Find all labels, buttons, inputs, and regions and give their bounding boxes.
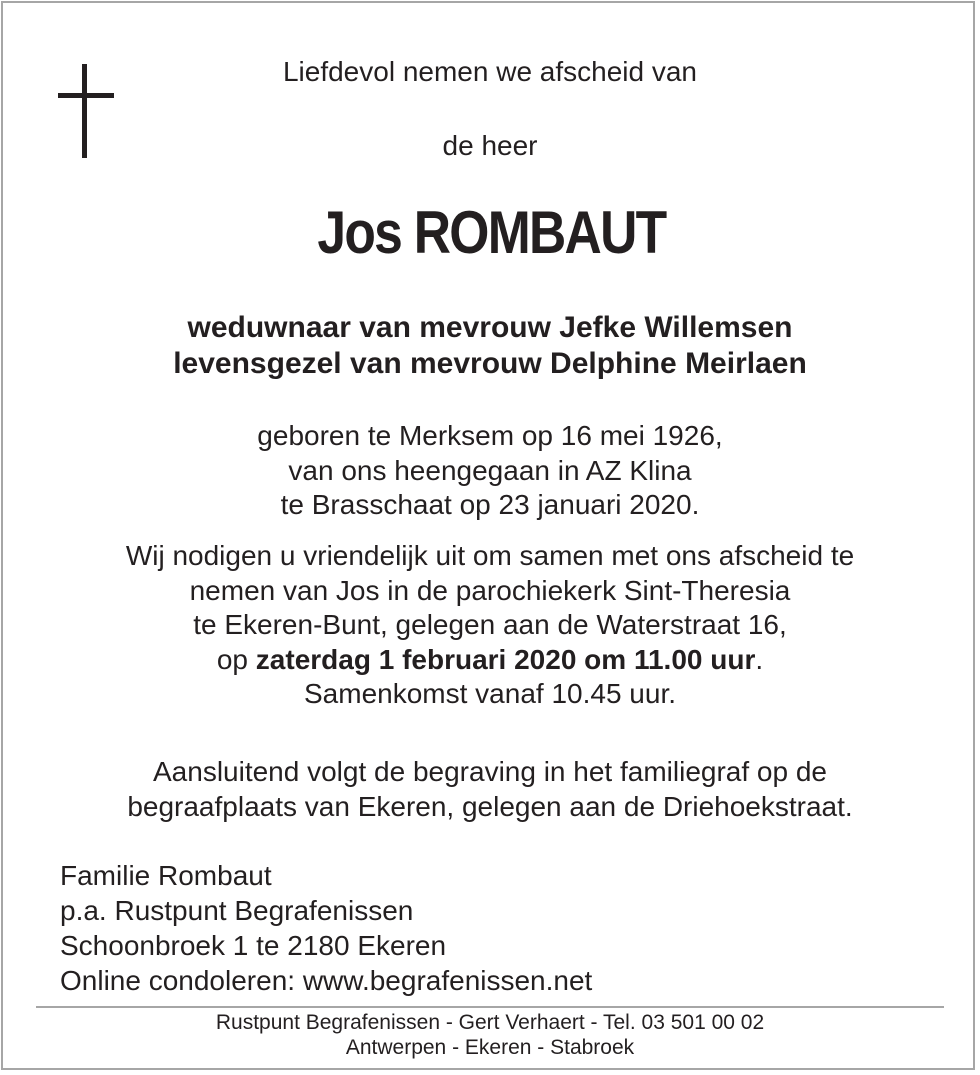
relations-block — [0, 310, 980, 382]
invite-line: nemen van Jos in de parochiekerk Sint-Theresia — [189, 574, 791, 606]
invite-line: Wij nodigen u vriendelijk uit om samen met ons afscheid te — [125, 540, 855, 571]
footer-company-line: Rustpunt Begrafenissen - Gert Verhaert - Tel. 03 501 00 02 — [215, 1011, 765, 1034]
honorific: de heer — [442, 130, 538, 161]
burial-block — [0, 755, 980, 824]
online-condolences: Online condoleren: www.begrafenissen.net — [60, 965, 593, 996]
ceremony-line — [0, 643, 980, 678]
ceremony-prefix: op — [216, 643, 256, 675]
contact-care-of: p.a. Rustpunt Begrafenissen — [60, 895, 414, 926]
footer-locations-line: Antwerpen - Ekeren - Stabroek — [345, 1036, 635, 1059]
invitation-block — [0, 539, 980, 712]
deceased-name: Jos ROMBAUT — [317, 199, 666, 266]
family-contact-block — [60, 858, 592, 998]
ceremony-suffix: . — [755, 643, 764, 675]
burial-line: Aansluitend volgt de begraving in het familiegraf op de — [153, 756, 827, 787]
ceremony-datetime: zaterdag 1 februari 2020 om 11.00 uur — [255, 643, 756, 675]
birth-line: geboren te Merksem op 16 mei 1926, — [257, 420, 723, 451]
footer-divider — [36, 1006, 944, 1008]
gathering-line: Samenkomst vanaf 10.45 uur. — [304, 678, 676, 709]
invite-line: te Ekeren-Bunt, gelegen aan de Waterstraat 16, — [193, 609, 787, 640]
burial-line: begraafplaats van Ekeren, gelegen aan de Driehoekstraat. — [127, 790, 853, 822]
birth-death-block — [0, 419, 980, 523]
intro-text: Liefdevol nemen we afscheid van — [282, 56, 698, 87]
footer — [0, 1010, 980, 1060]
contact-address: Schoonbroek 1 te 2180 Ekeren — [60, 930, 447, 961]
death-line: van ons heengegaan in AZ Klina — [288, 454, 692, 486]
relation-widower: weduwnaar van mevrouw Jefke Willemsen — [187, 311, 793, 344]
family-name: Familie Rombaut — [60, 860, 272, 891]
relation-partner: levensgezel van mevrouw Delphine Meirlaen — [173, 347, 807, 380]
death-place-line: te Brasschaat op 23 januari 2020. — [280, 489, 700, 520]
